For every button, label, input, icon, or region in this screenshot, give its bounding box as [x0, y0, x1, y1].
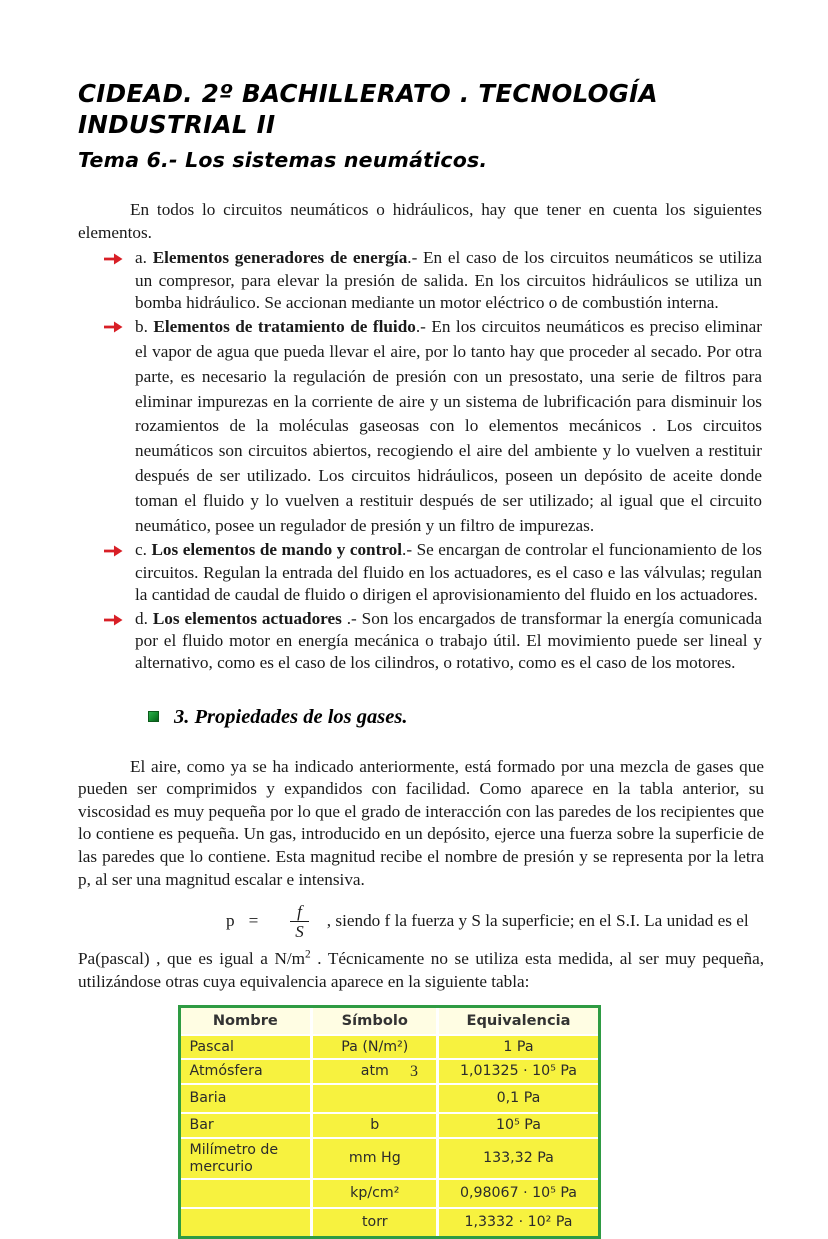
cell-name: Baria — [181, 1085, 314, 1114]
red-arrow-icon — [104, 544, 123, 558]
formula-fraction — [290, 903, 309, 940]
cell-equivalence: 0,1 Pa — [439, 1085, 597, 1114]
cell-name — [181, 1180, 314, 1209]
list-item — [78, 539, 770, 606]
section-heading — [78, 705, 770, 730]
table-row — [181, 1209, 598, 1236]
equivalence-table-wrapper — [78, 1005, 770, 1239]
cell-symbol: atm — [313, 1060, 439, 1085]
formula-equals: = — [248, 911, 259, 931]
cell-name: Milímetro de mercurio — [181, 1139, 314, 1181]
continuation-rest: . Técnicamente no se utiliza esta medida, al ser muy pequeña, utilizándose otras cuya equivalencia aparece en la siguiente tabla: — [78, 949, 764, 991]
pressure-units-table — [178, 1005, 601, 1239]
cell-symbol: kp/cm² — [313, 1180, 439, 1209]
pressure-formula — [78, 903, 770, 940]
list-item-term: Los elementos de mando y control — [151, 540, 403, 560]
formula-continuation — [78, 948, 770, 993]
table-row — [181, 1180, 598, 1209]
cell-equivalence: 0,98067 · 10⁵ Pa — [439, 1180, 597, 1209]
formula-denominator: S — [295, 922, 304, 942]
list-item-body: .- Se encargan de controlar el funcionamiento de los circuitos. Regulan la entrada del fluido en los actuadores, es el caso e las válvulas; regulan la cantidad de caudal de fluido o dirigen el aprovisionamiento del fluido en los actuadores. — [135, 540, 762, 605]
cell-name — [181, 1209, 314, 1236]
cell-equivalence: 133,32 Pa — [439, 1139, 597, 1181]
elements-list — [78, 247, 770, 675]
table-row — [181, 1085, 598, 1114]
section-heading-label: 3. Propiedades de los gases. — [174, 705, 408, 728]
table-row — [181, 1139, 598, 1181]
column-header-nombre: Nombre — [181, 1008, 314, 1035]
page-subtitle: Tema 6.- Los sistemas neumáticos. — [78, 147, 488, 172]
list-item-body: .- En el caso de los circuitos neumáticos se utiliza un compresor, para elevar la presión de salida. En los circuitos hidráulicos se utiliza un bomba hidráulico. Se accionan mediante un motor eléctrico o de combustión interna. — [135, 248, 762, 312]
formula-tail-text: , siendo f la fuerza y S la superficie; en el S.I. La unidad es el — [326, 911, 749, 931]
continuation-prefix: Pa(pascal) , que es igual a N/m — [78, 949, 306, 969]
cell-symbol — [313, 1085, 439, 1114]
cell-name: Atmósfera — [181, 1060, 314, 1085]
formula-lhs: p — [226, 911, 235, 931]
cell-symbol: mm Hg — [313, 1139, 439, 1181]
cell-equivalence: 1,3332 · 10² Pa — [439, 1209, 597, 1236]
list-item — [78, 315, 770, 538]
list-item-body: .- Son los encargados de transformar la energía comunicada por el fluido motor en energía mecánica o trabajo útil. El movimiento puede ser lineal y alternativo, como es el caso de los cilindros, o rotativo, como es el caso de los motores. — [135, 608, 762, 673]
list-item — [78, 608, 770, 675]
cell-symbol: b — [313, 1114, 439, 1139]
list-item-marker: d. — [135, 608, 148, 628]
continuation-superscript: 2 — [305, 948, 311, 961]
list-item-marker: b. — [135, 317, 148, 337]
cell-name: Bar — [181, 1114, 314, 1139]
cell-equivalence: 1 Pa — [439, 1036, 597, 1061]
list-item-marker: c. — [135, 540, 147, 560]
green-square-bullet-icon — [148, 711, 159, 722]
table-header-row — [181, 1008, 598, 1035]
red-arrow-icon — [104, 320, 123, 334]
page-number: 3 — [410, 1063, 418, 1080]
cell-equivalence: 1,01325 · 10⁵ Pa — [439, 1060, 597, 1085]
red-arrow-icon — [104, 252, 123, 266]
cell-name: Pascal — [181, 1036, 314, 1061]
list-item-term: Los elementos actuadores — [152, 608, 342, 628]
red-arrow-icon — [104, 613, 123, 627]
table-header — [181, 1008, 598, 1035]
list-item-body: .- En los circuitos neumáticos es preciso eliminar el vapor de agua que pueda llevar el aire, por lo tanto hay que proceder al secado. Por otra parte, es necesario la regulación de presión con un presostato, una serie de filtros para eliminar impurezas en la corriente de aire y un sistema de lubrificación para disminuir los rozamientos de la moléculas gaseosas con lo elementos mecánicos . Los circuitos neumáticos son circuitos abiertos, recogiendo el aire del ambiente y lo vuelven a restituir después de ser utilizado. Los circuitos hidráulicos, poseen un depósito de aceite donde toman el fluido y lo vuelven a restituir después de ser utilizado; al igual que el circuito neumático, posee un regulador de presión y un filtro de impurezas. — [135, 317, 762, 535]
cell-equivalence: 10⁵ Pa — [439, 1114, 597, 1139]
column-header-simbolo: Símbolo — [313, 1008, 439, 1035]
column-header-equivalencia: Equivalencia — [439, 1008, 597, 1035]
formula-numerator: f — [297, 902, 302, 922]
table-row — [181, 1114, 598, 1139]
intro-paragraph: En todos lo circuitos neumáticos o hidráulicos, hay que tener en cuenta los siguientes elementos. — [78, 200, 762, 242]
list-item-marker: a. — [135, 248, 147, 268]
list-item-term: Elementos generadores de energía — [152, 248, 408, 268]
section-paragraph: El aire, como ya se ha indicado anteriormente, está formado por una mezcla de gases que pueden ser comprimidos y expandidos con facilidad. Como aparece en la tabla anterior, su viscosidad es muy pequeña por lo que el grado de interacción con las paredes de los recipientes que lo contiene es pequeña. Un gas, introducido en un depósito, ejerce una fuerza sobre la superficie de las paredes que lo contiene. Esta magnitud recibe el nombre de presión y se representa por la letra p, al ser una magnitud escalar e intensiva. — [78, 756, 764, 889]
cell-symbol: Pa (N/m²) — [313, 1036, 439, 1061]
cell-symbol: torr — [313, 1209, 439, 1236]
page-title: CIDEAD. 2º BACHILLERATO . TECNOLOGÍA INDUSTRIAL II — [78, 79, 658, 140]
list-item — [78, 247, 770, 314]
list-item-term: Elementos de tratamiento de fluido — [153, 317, 416, 337]
table-row — [181, 1036, 598, 1061]
